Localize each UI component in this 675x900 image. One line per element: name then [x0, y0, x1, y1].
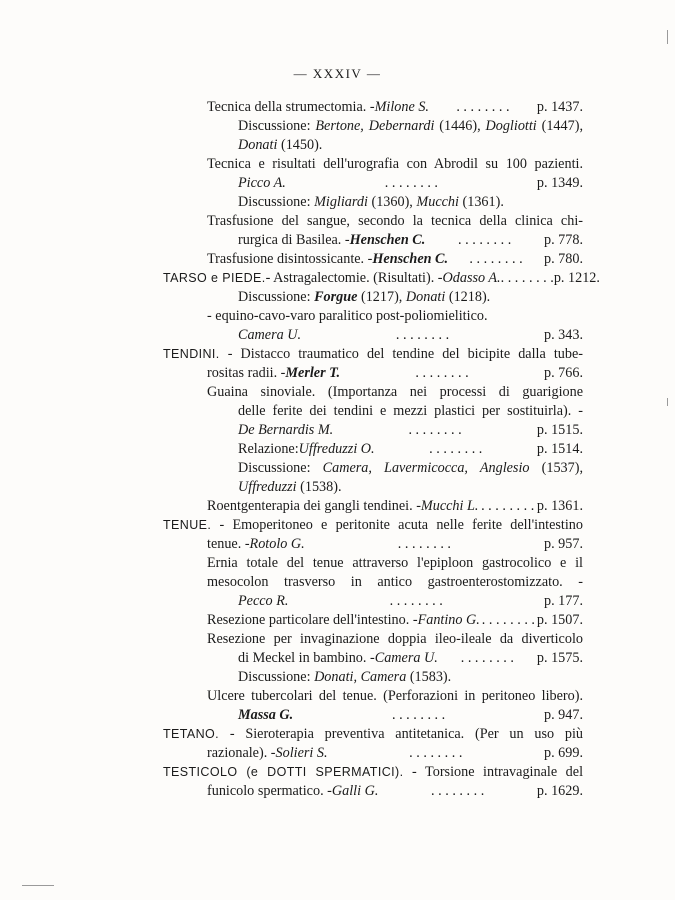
index-entry: Resezione particolare dell'intestino. - Fantino G. . . . . . . . . p. 1507.: [207, 612, 583, 628]
index-relazione: Relazione: Uffreduzzi O. . . . . . . . . p. 1514.: [238, 441, 583, 457]
index-entry-author-line: Picco A. . . . . . . . . p. 1349.: [238, 175, 583, 191]
index-entry: Roentgenterapia dei gangli tendinei. - Mucchi L. . . . . . . . . p. 1361.: [207, 498, 583, 514]
entry-author: Mucchi L.: [420, 498, 479, 514]
index-entry: Tecnica e risultati dell'urografia con Abrodil su 100 pazienti.: [207, 156, 583, 172]
index-entry-cont: delle ferite dei tendini e mezzi plastici per sostituirla). -: [238, 403, 583, 419]
scan-mark: [667, 398, 668, 406]
index-entry: - equino-cavo-varo paralitico post-poliomielitico.: [207, 308, 488, 324]
entry-author: Milone S.: [374, 99, 429, 115]
index-entry-cont: rositas radii. - Merler T. . . . . . . . . p. 766.: [207, 365, 583, 381]
entry-author: Fantino G.: [417, 612, 480, 628]
index-entry: [207, 98, 583, 116]
page-ref: p. 699.: [543, 745, 583, 761]
index-entry-author-line: Pecco R. . . . . . . . . p. 177.: [238, 593, 583, 609]
index-discussion: Discussione: Bertone, Debernardi (1446), Dogliotti (1447),: [238, 118, 583, 134]
entry-author: Picco A.: [238, 175, 286, 191]
page-ref: p. 1575.: [536, 650, 583, 666]
index-discussion: Discussione: Forgue (1217), Donati (1218).: [238, 289, 491, 305]
entry-author: Henschen C.: [349, 232, 426, 248]
index-entry: Ernia totale del tenue attraverso l'epiploon gastrocolico e il: [207, 555, 583, 571]
index-entry-cont: tenue. - Rotolo G. . . . . . . . . p. 957.: [207, 536, 583, 552]
section-heading: TETANO.: [163, 727, 220, 741]
page-ref: p. 780.: [543, 251, 583, 267]
index-entry: Trasfusione disintossicante. - Henschen C. . . . . . . . . p. 780.: [207, 251, 583, 267]
index-heading-testicolo: TESTICOLO (e DOTTI SPERMATICI). - Torsione intravaginale del: [163, 764, 584, 780]
index-discussion-cont: Donati (1450).: [238, 137, 323, 153]
entry-author: Pecco R.: [238, 593, 289, 609]
leader-dots: . . . . . . . .: [456, 99, 510, 115]
index-entry-cont: di Meckel in bambino. - Camera U. . . . . . . . . p. 1575.: [238, 650, 583, 666]
index-heading-tendini: TENDINI. - Distacco traumatico del tendine del bicipite dalla tube-: [163, 346, 583, 362]
entry-title: Tecnica della strumectomia. -: [207, 99, 375, 115]
index-entry-cont: rurgica di Basilea. - Henschen C. . . . . . . . . p. 778.: [238, 232, 583, 248]
index-discussion: Discussione: Donati, Camera (1583).: [238, 669, 452, 685]
scan-mark: [667, 30, 668, 44]
index-entry-author-line: Camera U. . . . . . . . . p. 343.: [238, 327, 583, 343]
entry-author: Henschen C.: [372, 251, 449, 267]
entry-author: Odasso A.: [442, 270, 501, 286]
entry-author: De Bernardis M.: [238, 422, 334, 438]
page-ref: p. 1629.: [536, 783, 583, 799]
index-entry-cont: razionale). - Solieri S. . . . . . . . . p. 699.: [207, 745, 583, 761]
index-entry: Guaina sinoviale. (Importanza nei processi di guarigione: [207, 384, 583, 400]
page-ref: p. 1349.: [536, 175, 583, 191]
index-discussion-cont: Uffreduzzi (1538).: [238, 479, 342, 495]
index-heading-tenue: TENUE. - Emoperitoneo e peritonite acuta nelle ferite dell'intestino: [163, 517, 583, 533]
page-ref: p. 177.: [543, 593, 583, 609]
page-ref: p. 1514.: [536, 441, 583, 457]
entry-author: Camera U.: [238, 327, 302, 343]
entry-author: Solieri S.: [275, 745, 328, 761]
page-ref: p. 957.: [543, 536, 583, 552]
index-heading-tetano: TETANO. - Sieroterapia preventiva antitetanica. (Per un uso più: [163, 726, 583, 742]
entry-author: Massa G.: [238, 707, 294, 723]
section-heading: TESTICOLO: [163, 765, 238, 779]
page-ref: p. 766.: [543, 365, 583, 381]
index-discussion: Discussione: Migliardi (1360), Mucchi (1361).: [238, 194, 504, 210]
page-ref: p. 1437.: [536, 99, 583, 115]
section-heading: TENUE.: [163, 518, 212, 532]
page-ref: p. 947.: [543, 707, 583, 723]
page-ref: p. 1212.: [553, 270, 600, 286]
index-entry-cont: mesocolon trasverso in antico gastroenterostomizzato. -: [207, 574, 583, 590]
entry-author: Camera U.: [374, 650, 438, 666]
index-entry-author-line: Massa G. . . . . . . . . p. 947.: [238, 707, 583, 723]
section-heading: TENDINI.: [163, 347, 220, 361]
entry-author: Uffreduzzi O.: [298, 441, 375, 457]
index-entry-author-line: De Bernardis M. . . . . . . . . p. 1515.: [238, 422, 583, 438]
index-discussion: Discussione: Camera, Lavermicocca, Anglesio (1537),: [238, 460, 584, 476]
index-heading-tarso: TARSO e PIEDE. - Astragalectomie. (Risultati). - Odasso A. . . . . . . . . p. 1212.: [163, 270, 600, 286]
index-entry: Trasfusione del sangue, secondo la tecnica della clinica chi-: [207, 213, 583, 229]
page-ref: p. 343.: [543, 327, 583, 343]
page-number: — XXXIV —: [293, 66, 382, 81]
entry-author: Galli G.: [331, 783, 379, 799]
entry-author: Rotolo G.: [249, 536, 305, 552]
section-subheading: (e DOTTI SPERMATICI).: [237, 765, 404, 779]
index-entry: Ulcere tubercolari del tenue. (Perforazioni in peritoneo libero).: [207, 688, 583, 704]
page-ref: p. 778.: [543, 232, 583, 248]
index-entry: Resezione per invaginazione doppia ileo-ileale da diverticolo: [207, 631, 583, 647]
index-entry-cont: funicolo spermatico. - Galli G. . . . . . . . . p. 1629.: [207, 783, 583, 799]
entry-author: Merler T.: [285, 365, 341, 381]
scan-mark: [22, 885, 54, 886]
page-ref: p. 1361.: [536, 498, 583, 514]
page-ref: p. 1515.: [536, 422, 583, 438]
section-heading: TARSO e PIEDE.: [163, 271, 266, 285]
page-ref: p. 1507.: [536, 612, 583, 628]
